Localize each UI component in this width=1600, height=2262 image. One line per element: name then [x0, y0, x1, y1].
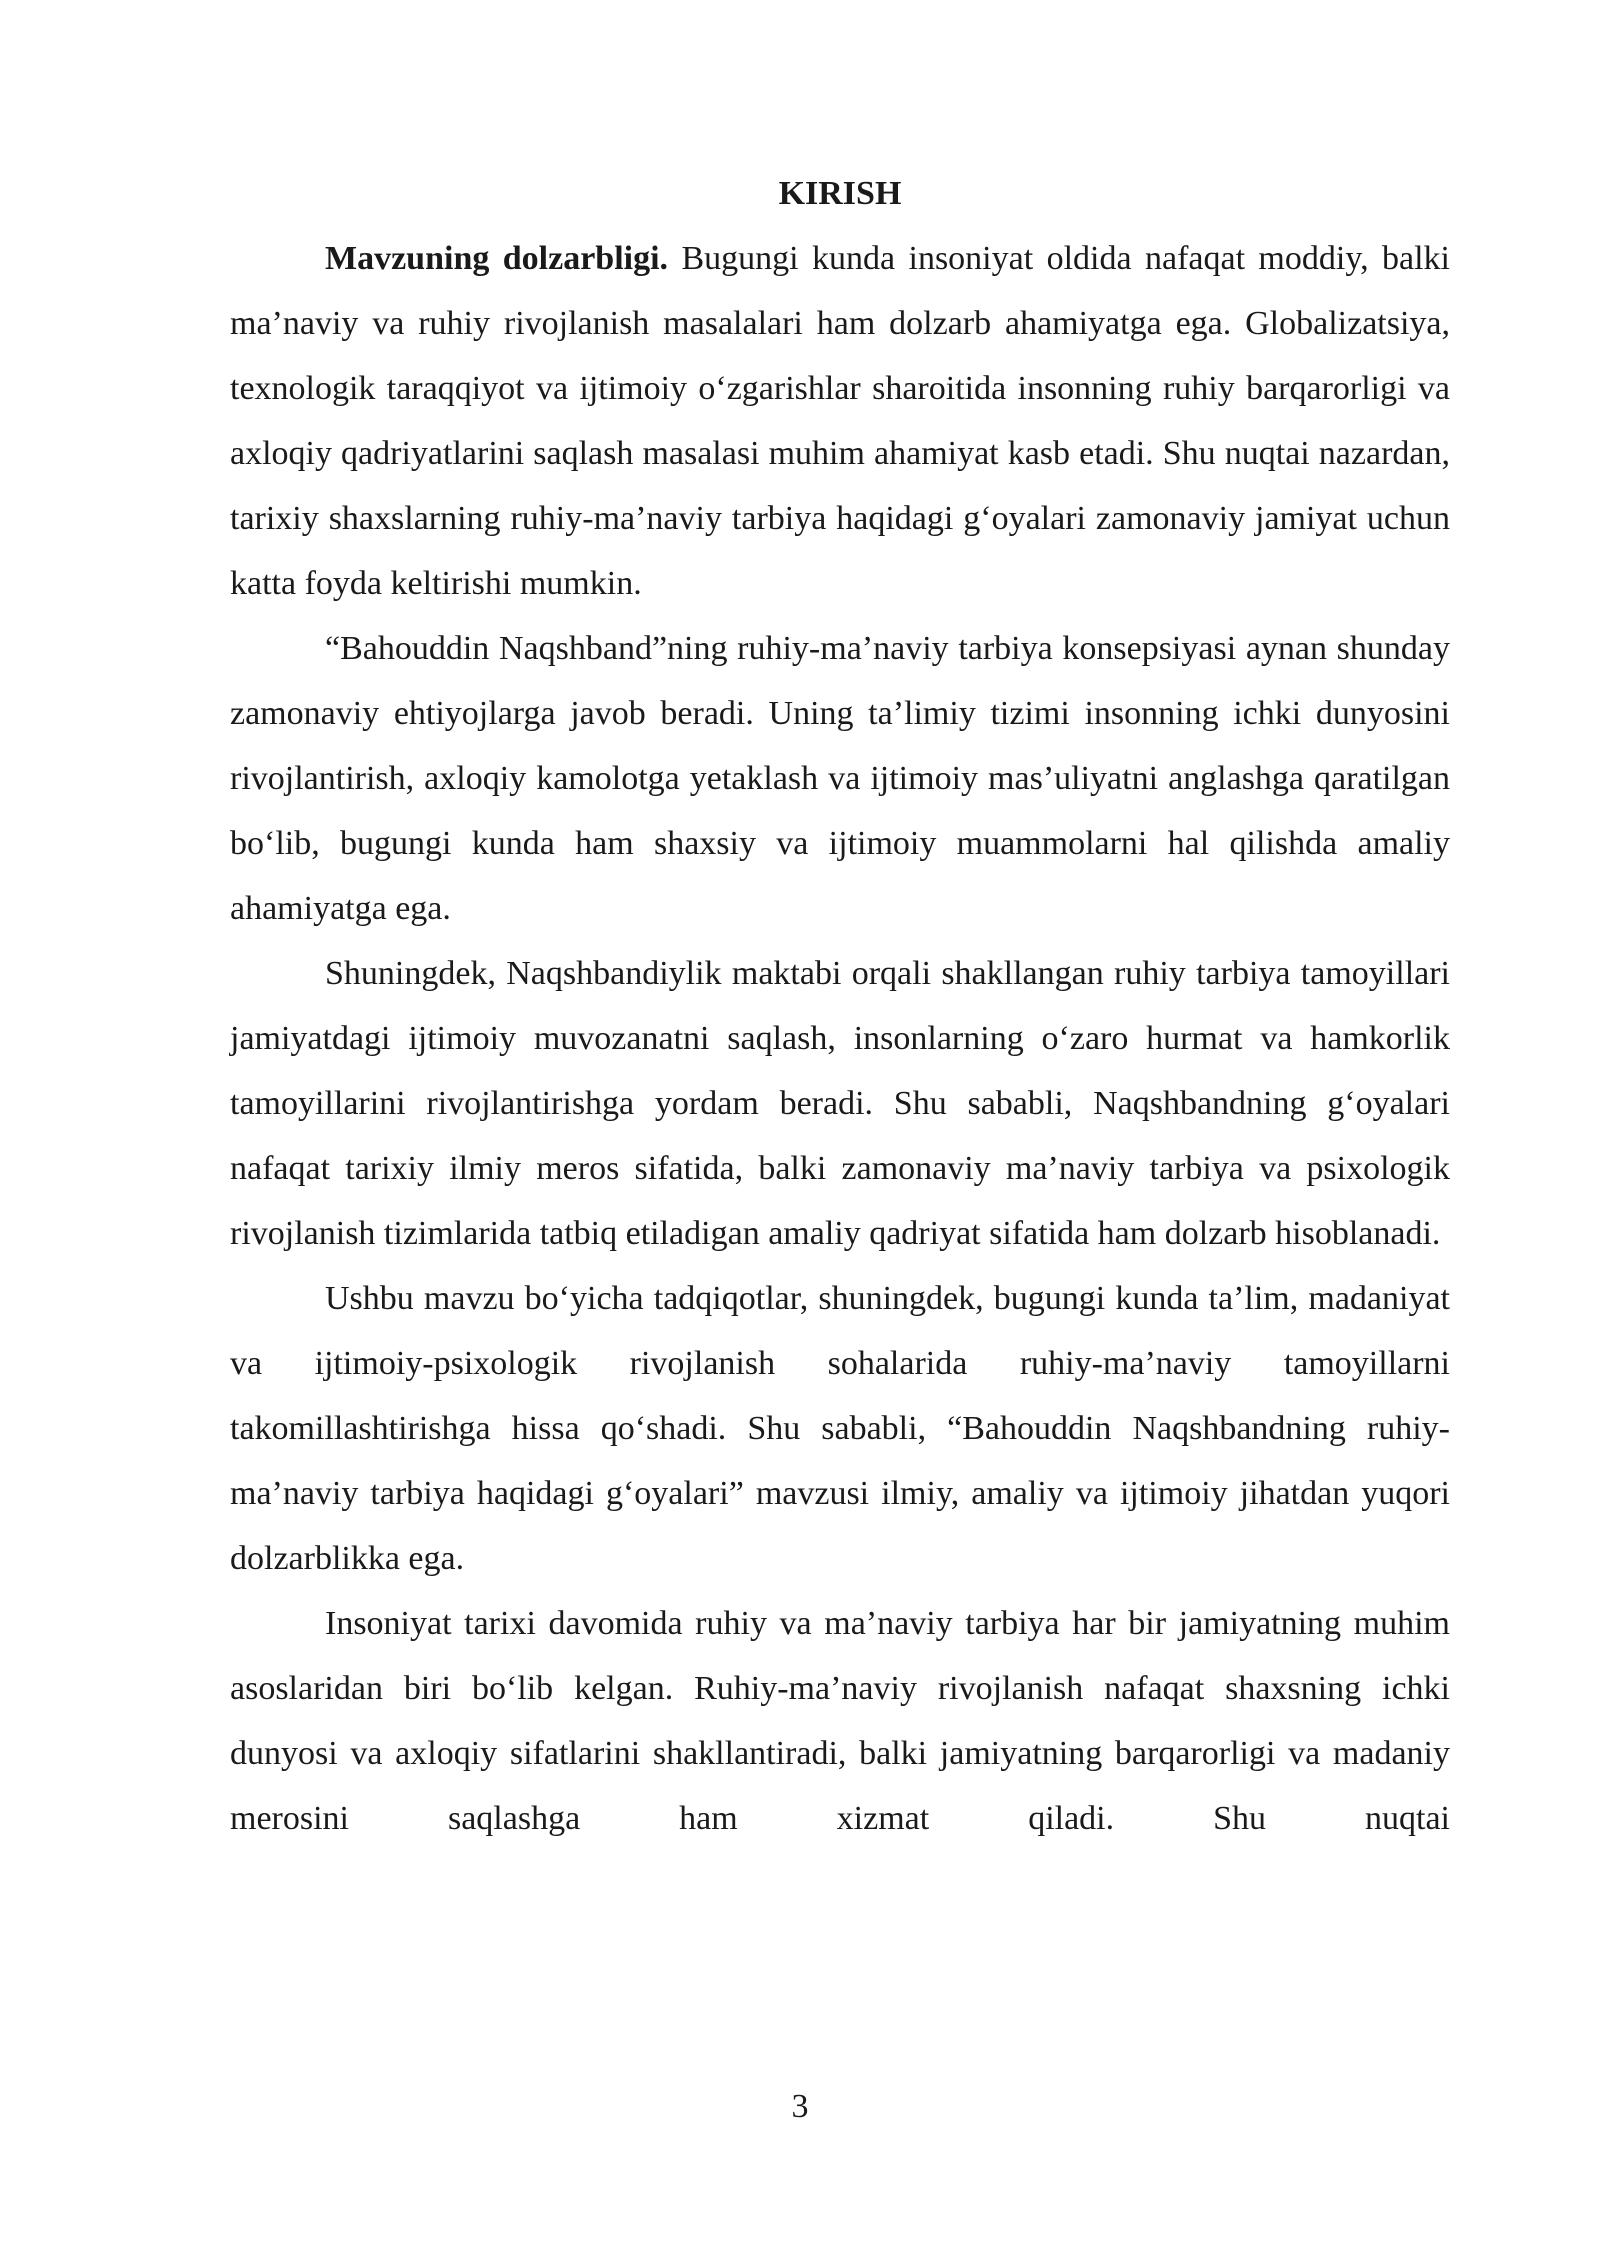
paragraph-principles: Shuningdek, Naqshbandiylik maktabi orqali shakllangan ruhiy tarbiya tamoyillari jamiyatdagi ijtimoiy muvozanatni saqlash, insonlarning o‘zaro hurmat va hamkorlik tamoyillarini rivojlantirishga yordam beradi. Shu sababli, Naqshbandning g‘oyalari nafaqat tarixiy ilmiy meros sifatida, balki zamonaviy ma’naviy tarbiya va psixologik rivojlanish tizimlarida tatbiq etiladigan amaliy qadriyat sifatida ham dolzarb hisoblanadi.	[230, 955, 1450, 1252]
paragraph-lead: Mavzuning dolzarbligi.	[325, 240, 669, 277]
paragraph-history: Insoniyat tarixi davomida ruhiy va ma’naviy tarbiya har bir jamiyatning muhim asoslaridan biri bo‘lib kelgan. Ruhiy-ma’naviy rivojlanish nafaqat shaxsning ichki dunyosi va axloqiy sifatlarini shakllantiradi, balki jamiyatning barqarorligi va madaniy merosini saqlashga ham xizmat qiladi. Shu nuqtai	[230, 1605, 1450, 1837]
section-title: KIRISH	[778, 175, 902, 212]
paragraph-text: Bugungi kunda insoniyat oldida nafaqat moddiy, balki ma’naviy va ruhiy rivojlanish masalalari ham dolzarb ahamiyatga ega. Globalizatsiya, texnologik taraqqiyot va ijtimoiy o‘zgarishlar sharoitida insonning ruhiy barqarorligi va axloqiy qadriyatlarini saqlash masalasi muhim ahamiyat kasb etadi. Shu nuqtai nazardan, tarixiy shaxslarning ruhiy-ma’naviy tarbiya haqidagi g‘oyalari zamonaviy jamiyat uchun katta foyda keltirishi mumkin.	[230, 240, 1451, 602]
page-number: 3	[791, 2088, 809, 2125]
page-content	[230, 168, 1450, 1851]
paragraph-concept: “Bahouddin Naqshband”ning ruhiy-ma’naviy tarbiya konsepsiyasi aynan shunday zamonaviy ehtiyojlarga javob beradi. Uning ta’limiy tizimi insonning ichki dunyosini rivojlantirish, axloqiy kamolotga yetaklash va ijtimoiy mas’uliyatni anglashga qaratilgan bo‘lib, bugungi kunda ham shaxsiy va ijtimoiy muammolarni hal qilishda amaliy ahamiyatga ega.	[230, 630, 1450, 927]
paragraph-research: Ushbu mavzu bo‘yicha tadqiqotlar, shuningdek, bugungi kunda ta’lim, madaniyat va ijtimoiy-psixologik rivojlanish sohalarida ruhiy-ma’naviy tamoyillarni takomillashtirishga hissa qo‘shadi. Shu sababli, “Bahouddin Naqshbandning ruhiy-ma’naviy tarbiya haqidagi g‘oyalari” mavzusi ilmiy, amaliy va ijtimoiy jihatdan yuqori dolzarblikka ega.	[230, 1280, 1450, 1577]
paragraph-relevance	[230, 226, 1450, 616]
